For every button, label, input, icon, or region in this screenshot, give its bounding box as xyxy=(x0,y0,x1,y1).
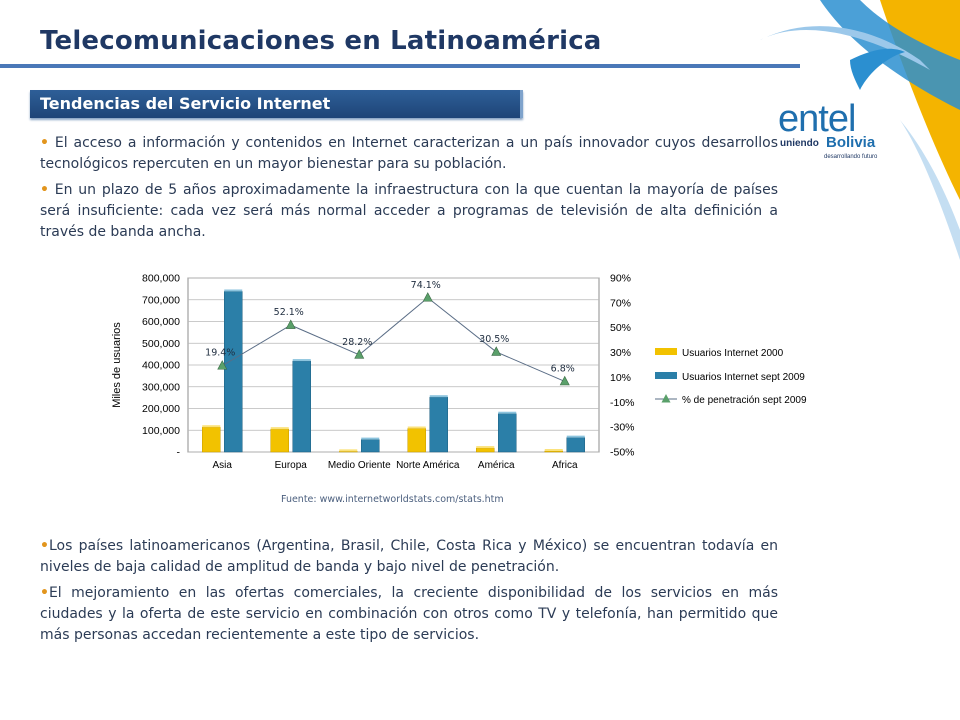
bar-2009-medio-oriente xyxy=(361,440,379,452)
data-label: 19.4% xyxy=(205,347,236,359)
y-axis-label: Miles de usuarios xyxy=(111,322,123,408)
bar-2000-top xyxy=(202,425,220,427)
y2-tick-label: 70% xyxy=(610,297,632,310)
logo-tagline-bolivia: Bolivia xyxy=(826,134,876,151)
y-tick-label: 200,000 xyxy=(142,403,180,415)
logo-wordmark: entel xyxy=(778,98,856,140)
bar-2009-top xyxy=(567,436,585,438)
bullet-icon: • xyxy=(40,182,49,198)
data-label: 28.2% xyxy=(342,336,373,348)
bar-2000-top xyxy=(545,449,563,451)
bar-2009-africa xyxy=(567,438,585,452)
bar-2000-medio-oriente xyxy=(339,451,357,452)
bullet-icon: • xyxy=(40,538,49,554)
paragraph-bottom-1 xyxy=(40,536,778,578)
x-tick-label: Africa xyxy=(551,460,578,471)
entel-logo xyxy=(778,98,878,168)
y-tick-label: 800,000 xyxy=(142,272,180,285)
y-tick-label: 300,000 xyxy=(142,381,180,394)
bar-2009-top xyxy=(224,289,242,291)
y2-tick-label: -50% xyxy=(610,446,635,459)
y-tick-label: 500,000 xyxy=(142,337,180,350)
page-title: Telecomunicaciones en Latinoamérica xyxy=(40,26,602,56)
section-header xyxy=(30,90,523,118)
x-tick-label: Norte América xyxy=(396,460,460,471)
bar-2000-europa xyxy=(271,429,289,452)
y-tick-label: 100,000 xyxy=(142,424,180,437)
bar-2000-top xyxy=(476,446,494,448)
bar-2009-asia xyxy=(224,291,242,452)
paragraph-top-2 xyxy=(40,180,778,243)
bar-2009-norte-américa xyxy=(430,397,448,452)
data-label: 74.1% xyxy=(410,279,441,291)
y-tick-label: 600,000 xyxy=(142,316,180,328)
x-tick-label: Medio Oriente xyxy=(327,460,391,471)
bar-2009-europa xyxy=(293,361,311,452)
x-tick-label: Asia xyxy=(212,460,232,471)
bar-2009-top xyxy=(361,438,379,440)
bar-2009-top xyxy=(293,359,311,361)
bar-2000-africa xyxy=(545,451,563,452)
chart-source: Fuente: www.internetworldstats.com/stats.htm xyxy=(281,494,504,505)
legend-swatch-2009 xyxy=(655,372,677,379)
legend-label-2000: Usuarios Internet 2000 xyxy=(682,348,784,359)
y2-tick-label: -10% xyxy=(610,396,635,409)
paragraph-top-1 xyxy=(40,133,778,175)
bar-2000-asia xyxy=(202,427,220,452)
data-label: 30.5% xyxy=(479,333,510,345)
bar-2000-top xyxy=(408,427,426,429)
bar-2009-américa xyxy=(498,414,516,452)
bar-2009-top xyxy=(430,395,448,397)
paragraph-text: El acceso a información y contenidos en Internet caracterizan a un país innovador cuyos desarrollos tecnológicos repercuten en un mayor bienestar para su población. xyxy=(40,135,778,172)
y-tick-label: - xyxy=(176,446,180,459)
x-tick-label: Europa xyxy=(274,460,307,471)
bullet-icon: • xyxy=(40,585,49,601)
bar-2000-norte-américa xyxy=(408,429,426,452)
title-underline xyxy=(0,64,800,68)
y2-tick-label: 10% xyxy=(610,371,632,384)
legend-swatch-2000 xyxy=(655,348,677,355)
y2-tick-label: 90% xyxy=(610,272,632,285)
paragraph-bottom-2 xyxy=(40,583,778,646)
internet-users-chart xyxy=(94,266,832,488)
y2-tick-label: 30% xyxy=(610,347,632,360)
data-label: 52.1% xyxy=(273,307,304,319)
y-tick-label: 400,000 xyxy=(142,359,180,372)
paragraph-text: El mejoramiento en las ofertas comerciales, la creciente disponibilidad de los servicios en más ciudades y la oferta de este servicio en combinación con otros como TV y telefonía, han permitido que más personas accedan recientemente a este tipo de servicios. xyxy=(40,585,778,643)
x-tick-label: América xyxy=(477,460,515,471)
section-title: Tendencias del Servicio Internet xyxy=(40,94,331,113)
y2-tick-label: 50% xyxy=(610,322,632,335)
logo-tagline-uniendo: uniendo xyxy=(780,138,819,149)
legend-label-penetration: % de penetración sept 2009 xyxy=(682,395,807,406)
y2-tick-label: -30% xyxy=(610,421,635,434)
bar-2000-américa xyxy=(476,448,494,452)
bar-2000-top xyxy=(339,449,357,451)
paragraph-text: Los países latinoamericanos (Argentina, Brasil, Chile, Costa Rica y México) se encuentran todavía en niveles de baja calidad de amplitud de banda y bajo nivel de penetración. xyxy=(40,538,778,575)
bar-2009-top xyxy=(498,412,516,414)
data-label: 6.8% xyxy=(550,363,575,375)
legend-label-2009: Usuarios Internet sept 2009 xyxy=(682,372,805,383)
y-tick-label: 700,000 xyxy=(142,294,180,307)
paragraph-text: En un plazo de 5 años aproximadamente la infraestructura con la que cuentan la mayoría de países será insuficiente: cada vez será más normal acceder a programas de televisión de alta definición a través de banda ancha. xyxy=(40,182,778,240)
bullet-icon: • xyxy=(40,135,49,151)
logo-tagline-futuro: desarrollando futuro xyxy=(824,154,878,160)
bar-2000-top xyxy=(271,427,289,429)
